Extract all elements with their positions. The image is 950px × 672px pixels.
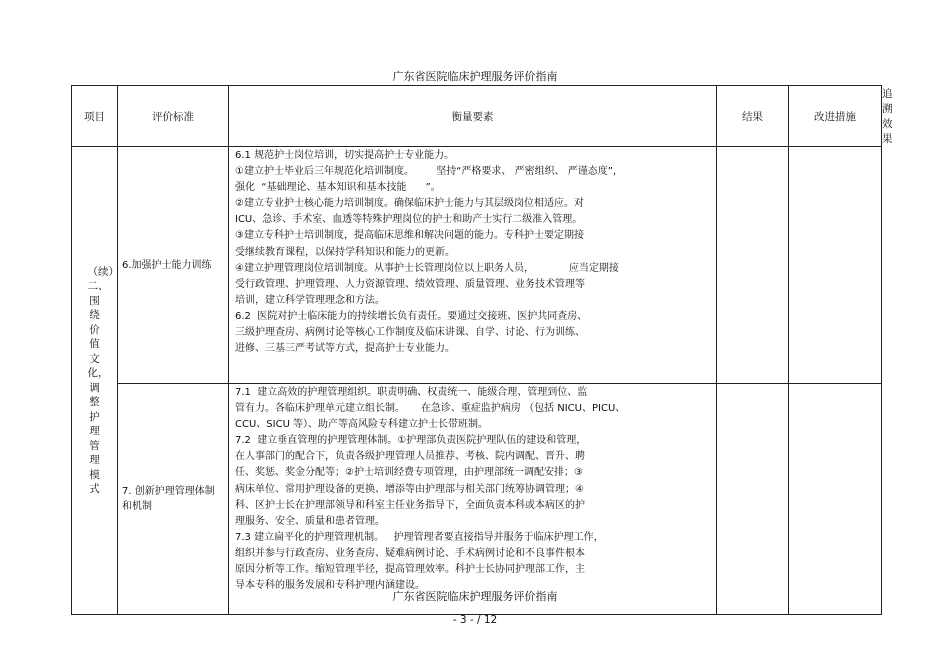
page-number: - 3 - / 12: [452, 614, 498, 626]
standard-cell: [118, 147, 229, 384]
improvement-cell: [789, 384, 882, 615]
column-header-elements: 衡量要素: [229, 86, 717, 147]
standard-text: 6.加强护士能力训练: [122, 259, 212, 271]
element-line: ③建立专科护士培训制度，提高临床思维和解决问题的能力。专科护士要定期接: [235, 230, 584, 242]
element-line: 任、奖惩、奖金分配等；②护士培训经费专项管理，由护理部统一调配安排；③: [235, 467, 583, 479]
element-line: 7.3 建立扁平化的护理管理机制。 护理管理者要直接指导并服务于临床护理工作，: [235, 531, 604, 543]
elements-cell: [229, 147, 717, 384]
element-line: CCU、SICU 等）、助产等高风险专科建立护士长带班制。: [235, 419, 489, 431]
element-line: 7.2 建立垂直管理的护理管理体制。①护理部负责医院护理队伍的建设和管理，: [235, 435, 587, 447]
improvement-cell: [789, 147, 882, 384]
column-header-result: 结果: [717, 86, 789, 147]
element-line: 理服务、安全、质量和患者管理。: [235, 515, 385, 527]
table-header-row: 项目 评价标准 衡量要素 结果 改进措施 追溯效果: [72, 86, 882, 147]
column-header-improvement: 改进措施: [789, 86, 882, 147]
page-footer-title: 广东省医院临床护理服务评价指南: [392, 590, 558, 603]
element-line: 6.1 规范护士岗位培训，切实提高护士专业能力。: [235, 150, 455, 161]
element-line: 6.2 医院对护士临床能力的持续增长负有责任。要通过交接班、医护共同查房、: [235, 310, 588, 322]
project-label: （续）二、围绕价值文化，调整护理管理模式: [87, 265, 119, 495]
element-line: 三级护理查房、病例讨论等核心工作制度及临床讲课、自学、讨论、行为训练、: [235, 327, 585, 339]
standard-cell: [118, 384, 229, 615]
element-line: 组织并参与行政查房、业务查房、疑难病例讨论、手术病例讨论和不良事件根本: [235, 547, 585, 559]
element-line: 培训，建立科学管理理念和方法。: [235, 294, 385, 306]
element-line: 导本专科的服务发展和专科护理内涵建设。: [235, 580, 425, 592]
result-cell: [717, 384, 789, 615]
element-line: 病床单位、常用护理设备的更换、增添等由护理部与相关部门统筹协调管理；④: [235, 483, 584, 495]
table-row: [72, 384, 882, 615]
element-line: 受继续教育课程，以保持学科知识和能力的更新。: [235, 246, 455, 258]
elements-cell: [229, 384, 717, 615]
element-line: 管有力。各临床护理单元建立组长制。 在急诊、重症监护病房 （包括 NICU、PICU、: [235, 403, 626, 415]
element-line: 强化 “基础理论、基本知识和基本技能 ”。: [235, 182, 441, 194]
element-line: ④建立护理管理岗位培训制度。从事护士长管理岗位以上职务人员， 应当定期接: [235, 262, 619, 274]
page-header-title: 广东省医院临床护理服务评价指南: [392, 70, 558, 83]
project-cell: [72, 147, 118, 615]
element-line: 进修、三基三严考试等方式，提高护士专业能力。: [235, 343, 455, 355]
element-line: ICU、急诊、手术室、血透等特殊护理岗位的护士和助产士实行二级准入管理。: [235, 214, 583, 226]
column-header-project: 项目: [72, 86, 118, 147]
element-line: 原因分析等工作。缩短管理半径，提高管理效率。科护士长协同护理部工作，主: [235, 564, 585, 576]
element-line: 科、区护士长在护理部领导和科室主任业务指导下，全面负责本科或本病区的护: [235, 499, 585, 511]
column-header-standard: 评价标准: [118, 86, 229, 147]
element-line: 7.1 建立高效的护理管理组织。职责明确、权责统一、能级合理、管理到位、监: [235, 387, 588, 398]
evaluation-table: [71, 85, 893, 615]
element-line: 在人事部门的配合下，负责各级护理管理人员推荐、考核、院内调配、晋升、聘: [235, 451, 585, 463]
table-row: [72, 147, 882, 384]
element-line: 受行政管理、护理管理、人力资源管理、绩效管理、质量管理、业务技术管理等: [235, 278, 585, 290]
element-line: ②建立专业护士核心能力培训制度。确保临床护士能力与其层级岗位相适应。对: [235, 198, 584, 210]
result-cell: [717, 147, 789, 384]
standard-text: 7. 创新护理管理体制和机制: [122, 486, 215, 512]
element-line: ①建立护士毕业后三年规范化培训制度。 坚持“严格要求、 严密组织、 严谨态度”，: [235, 166, 623, 178]
